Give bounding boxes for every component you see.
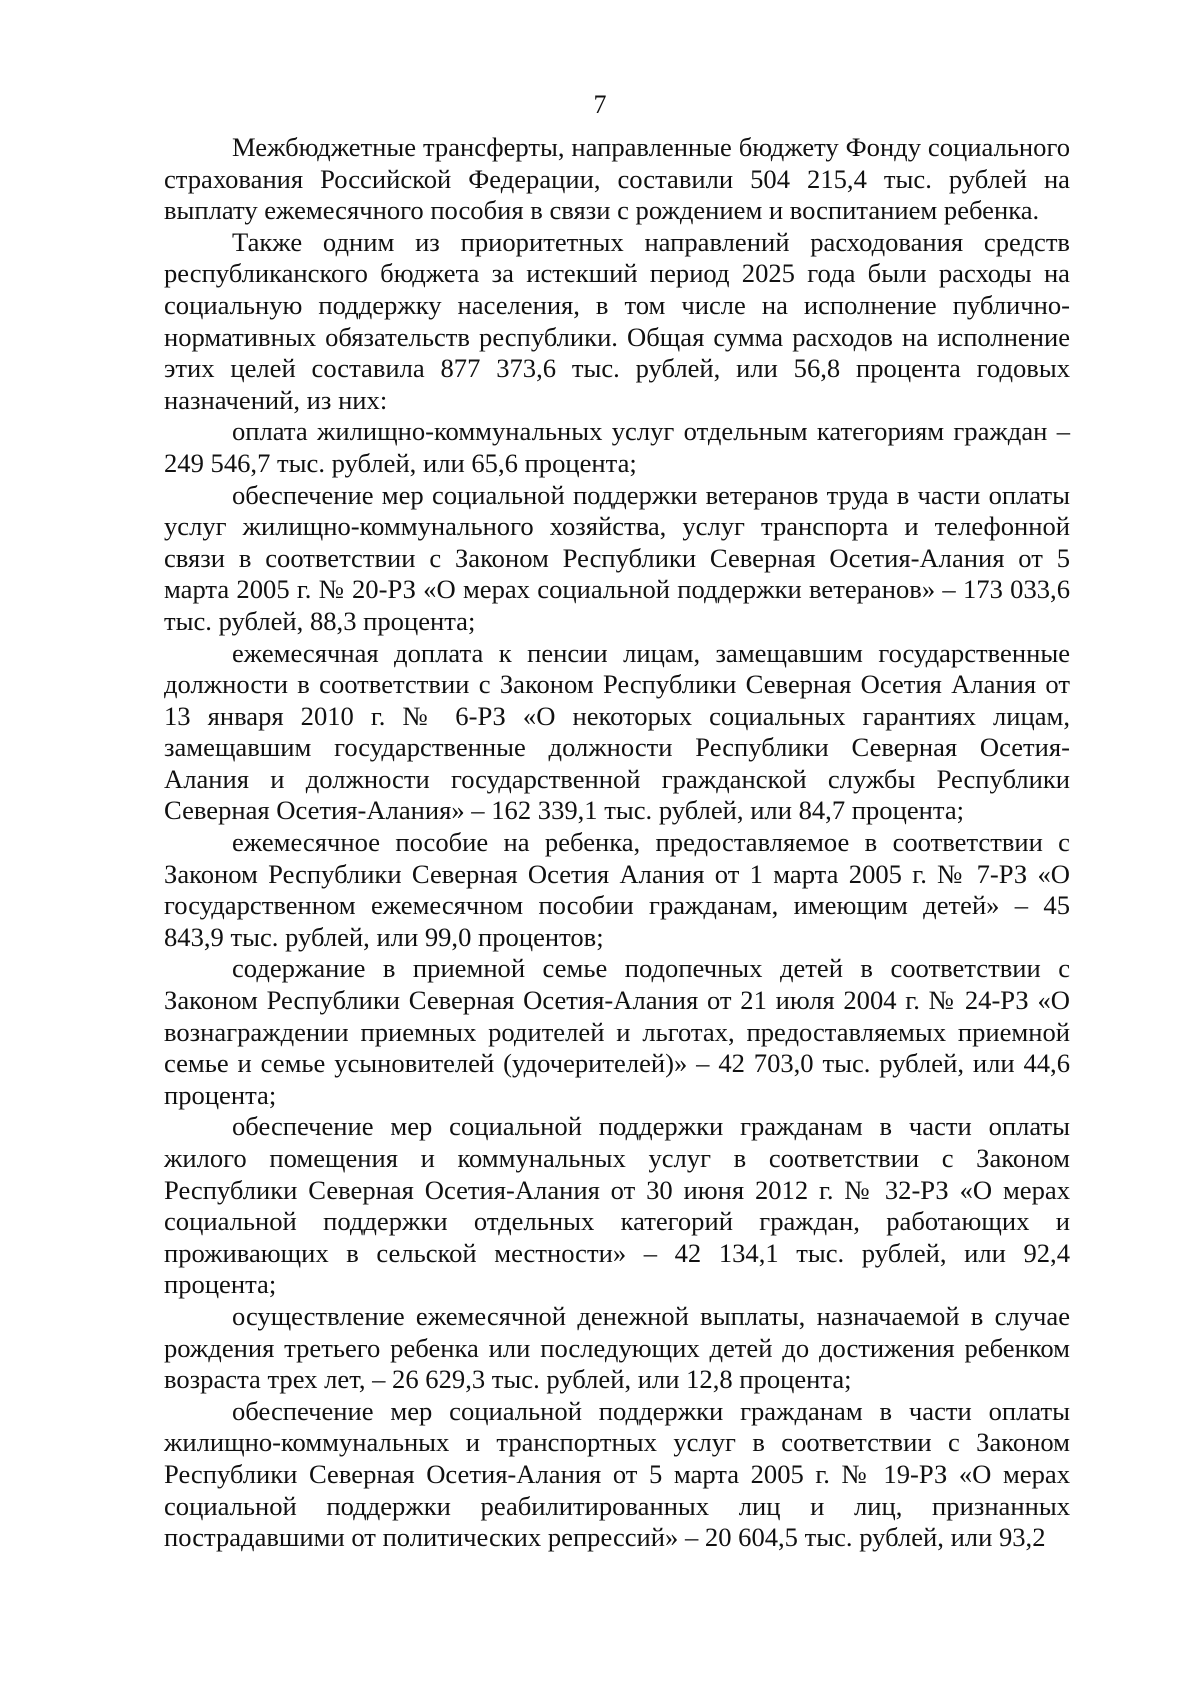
paragraph-housing-utilities: оплата жилищно-коммунальных услуг отдельным категориям граждан – 249 546,7 тыс. рублей, или 65,6 процента;	[164, 416, 1070, 478]
paragraph-rural-support: обеспечение мер социальной поддержки гражданам в части оплаты жилого помещения и коммунальных услуг в соответствии с Законом Республики Северная Осетия-Алания от 30 июня 2012 г. № 32-РЗ «О мерах социальной поддержки отдельных категорий граждан, работающих и проживающих в сельской местности» – 42 134,1 тыс. рублей, или 92,4 процента;	[164, 1111, 1070, 1300]
paragraph-foster-family: содержание в приемной семье подопечных детей в соответствии с Законом Республики Северная Осетия-Алания от 21 июля 2004 г. № 24-РЗ «О вознаграждении приемных родителей и льготах, предоставляемых приемной семье и семье усыновителей (удочерителей)» – 42 703,0 тыс. рублей, или 44,6 процента;	[164, 953, 1070, 1110]
paragraph-third-child-payment: осуществление ежемесячной денежной выплаты, назначаемой в случае рождения третьего ребенка или последующих детей до достижения ребенком возраста трех лет, – 26 629,3 тыс. рублей, или 12,8 процента;	[164, 1300, 1070, 1395]
paragraph-pension-supplement: ежемесячная доплата к пенсии лицам, замещавшим государственные должности в соответствии с Законом Республики Северная Осетия Алания от 13 января 2010 г. № 6-РЗ «О некоторых социальных гарантиях лицам, замещавшим государственные должности Республики Северная Осетия-Алания и должности государственной гражданской службы Республики Северная Осетия-Алания» – 162 339,1 тыс. рублей, или 84,7 процента;	[164, 637, 1070, 826]
paragraph-rehabilitated-persons: обеспечение мер социальной поддержки гражданам в части оплаты жилищно-коммунальных и транспортных услуг в соответствии с Законом Республики Северная Осетия-Алания от 5 марта 2005 г. № 19-РЗ «О мерах социальной поддержки реабилитированных лиц и лиц, признанных пострадавшими от политических репрессий» – 20 604,5 тыс. рублей, или 93,2	[164, 1395, 1070, 1553]
paragraph-social-support-summary: Также одним из приоритетных направлений расходования средств республиканского бюджета за истекший период 2025 года были расходы на социальную поддержку населения, в том числе на исполнение публично-нормативных обязательств республики. Общая сумма расходов на исполнение этих целей составила 877 373,6 тыс. рублей, или 56,8 процента годовых назначений, из них:	[164, 226, 1070, 415]
paragraph-labor-veterans: обеспечение мер социальной поддержки ветеранов труда в части оплаты услуг жилищно-коммунального хозяйства, услуг транспорта и телефонной связи в соответствии с Законом Республики Северная Осетия-Алания от 5 марта 2005 г. № 20-РЗ «О мерах социальной поддержки ветеранов» – 173 033,6 тыс. рублей, 88,3 процента;	[164, 479, 1070, 636]
page-number: 7	[593, 90, 607, 119]
paragraph-child-allowance: ежемесячное пособие на ребенка, предоставляемое в соответствии с Законом Республики Северная Осетия Алания от 1 марта 2005 г. № 7-РЗ «О государственном ежемесячном пособии гражданам, имеющим детей» – 45 843,9 тыс. рублей, или 99,0 процентов;	[164, 827, 1070, 952]
document-body	[164, 132, 1070, 1554]
paragraph-interbudget-transfers: Межбюджетные трансферты, направленные бюджету Фонду социального страхования Российской Федерации, составили 504 215,4 тыс. рублей на выплату ежемесячного пособия в связи с рождением и воспитанием ребенка.	[164, 132, 1070, 226]
